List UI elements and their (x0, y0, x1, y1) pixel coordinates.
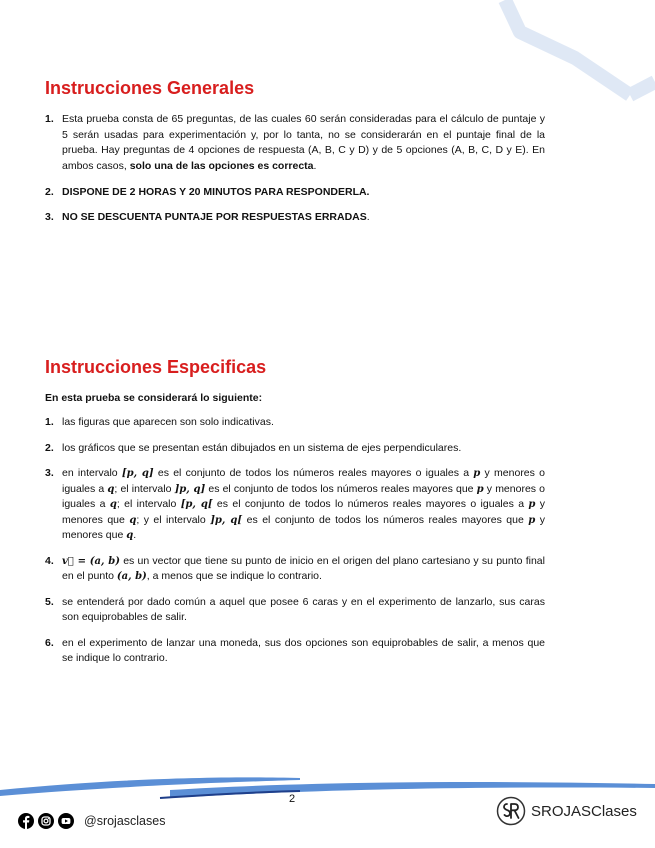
list-item (45, 210, 545, 226)
math-expr: p (528, 499, 536, 510)
math-expr: q (107, 483, 115, 495)
math-expr: q (109, 499, 117, 510)
item-number: 1. (45, 416, 54, 428)
instagram-icon[interactable] (38, 813, 54, 829)
item-number: 6. (45, 636, 54, 649)
math-expr: q (126, 530, 134, 541)
brand-logo-icon (496, 796, 526, 826)
social-links (18, 813, 165, 829)
list-item (45, 185, 545, 201)
item-text: ; y el intervalo (136, 513, 211, 526)
list-item (45, 112, 545, 174)
item-end: . (366, 210, 370, 223)
math-expr: v⃗ = (a, b) (62, 555, 120, 567)
specific-intro: En esta prueba se considerará lo siguiente: (45, 392, 263, 404)
item-text: y menores o iguales a (62, 482, 546, 510)
item-text: y menores que (62, 513, 545, 541)
math-expr: [p, q] (121, 468, 154, 479)
list-item (45, 415, 545, 431)
item-number: 1. (45, 113, 54, 125)
item-text: en el experimento de lanzar una moneda, sus dos opciones son equiprobables de salir, a menos que se indique lo contrario. (62, 636, 545, 664)
facebook-icon[interactable] (18, 813, 34, 829)
item-number: 4. (45, 554, 54, 567)
item-text: los gráficos que se presentan están dibujados en un sistema de ejes perpendiculares. (62, 441, 462, 454)
item-text: y menores que (62, 498, 545, 526)
general-instructions-list (45, 112, 545, 225)
item-text: DISPONE DE 2 HORAS Y 20 MINUTOS PARA RESPONDERLA. (62, 186, 370, 198)
math-expr: [p, q[ (180, 499, 213, 510)
item-number: 3. (45, 210, 54, 223)
item-text: . (133, 529, 137, 541)
item-text: es el conjunto de todos los números reales mayores que (242, 513, 529, 526)
social-handle[interactable]: @srojasclases (84, 814, 166, 828)
item-text: Esta prueba consta de 65 preguntas, de las cuales 60 serán consideradas para el cálculo de puntaje y 5 serán usadas para experimentación y, por lo tanta, no se considerarán en el puntaje final de la prueba. Hay preguntas de 4 opciones de respuesta (A, B, C y D) y de 5 opciones (A, B, C, D y E). En ambos casos, (62, 113, 545, 172)
list-item (45, 441, 545, 457)
item-text: es el conjunto de todos los números reales mayores o iguales a (153, 467, 474, 479)
youtube-icon[interactable] (58, 813, 74, 829)
math-expr: p (476, 483, 484, 495)
item-number: 5. (45, 595, 54, 608)
item-text: es el conjunto de todos los números reales mayores que (205, 482, 477, 495)
item-text: es el conjunto de todos lo números reales mayores o iguales a (212, 498, 529, 510)
math-expr: (a, b) (116, 571, 147, 582)
item-text: , a menos que se indique lo contrario. (146, 570, 322, 582)
math-expr: q (129, 514, 137, 526)
item-text: es un vector que tiene su punto de inicio en el origen del plano cartesiano y su punto final en el punto (62, 554, 545, 582)
math-expr: p (473, 468, 481, 479)
item-text: ; el intervalo (114, 482, 175, 495)
item-text: y menores o iguales a (62, 467, 545, 495)
math-expr: p (528, 514, 536, 526)
item-number: 2. (45, 186, 54, 198)
list-item (45, 595, 545, 626)
math-expr: ]p, q[ (210, 514, 243, 526)
list-item (45, 554, 545, 585)
list-item (45, 636, 545, 667)
item-end: . (313, 159, 317, 172)
item-emphasis: solo una de las opciones es correcta (129, 159, 314, 172)
general-instructions-title: Instrucciones Generales (45, 78, 255, 98)
item-text: en intervalo (62, 467, 122, 479)
item-text: NO SE DESCUENTA PUNTAJE POR RESPUESTAS ERRADAS (62, 210, 367, 223)
math-expr: ]p, q] (174, 483, 206, 495)
brand (496, 796, 637, 826)
specific-instructions-title: Instrucciones Especificas (45, 357, 267, 377)
page-number: 2 (289, 793, 296, 805)
item-text: se entenderá por dado común a aquel que posee 6 caras y en el experimento de lanzarlo, sus caras son equiprobables de salir. (62, 595, 545, 623)
item-text: ; el intervalo (116, 498, 181, 510)
item-number: 2. (45, 441, 54, 454)
brand-name: SROJASClases (531, 802, 637, 820)
item-text: las figuras que aparecen son solo indicativas. (62, 416, 274, 428)
item-number: 3. (45, 467, 54, 479)
list-item (45, 466, 545, 544)
specific-instructions-list (45, 415, 545, 667)
